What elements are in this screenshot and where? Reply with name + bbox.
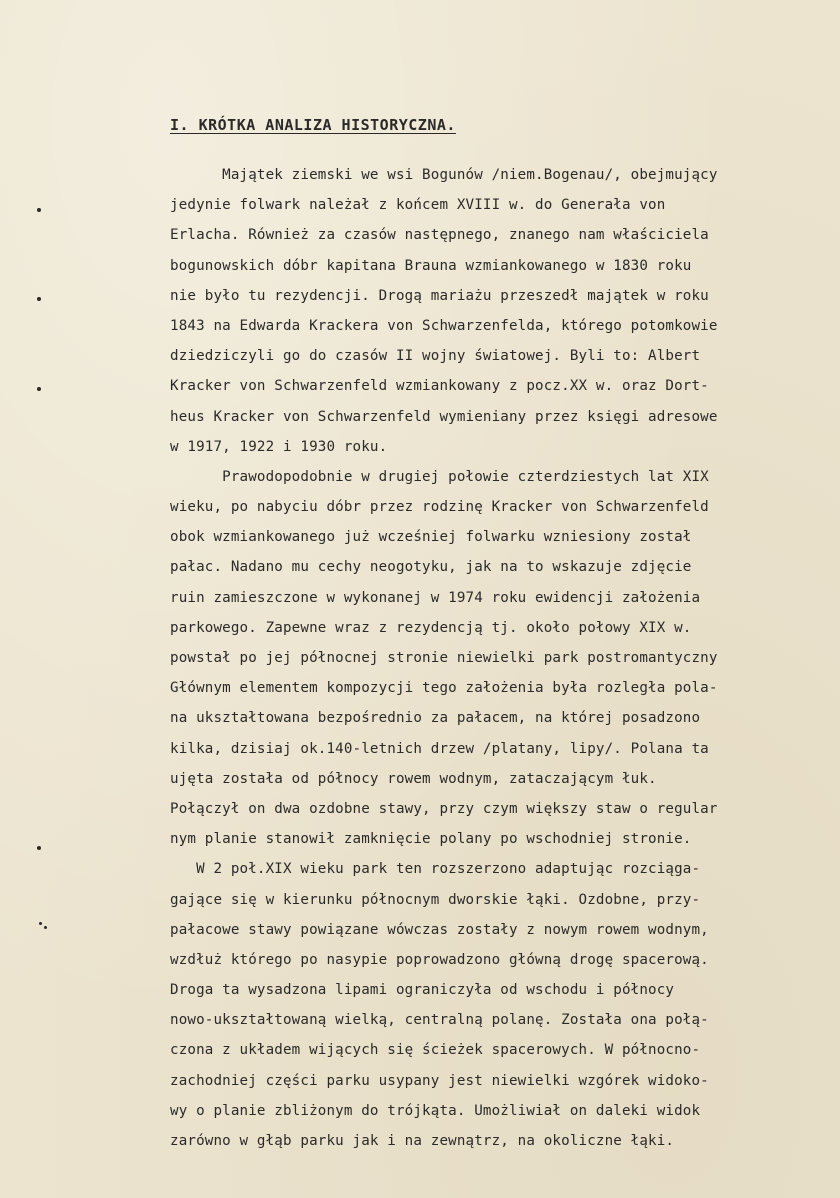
- text-line: bogunowskich dóbr kapitana Brauna wzmiankowanego w 1830 roku: [170, 257, 692, 274]
- margin-mark: [37, 387, 41, 391]
- margin-mark: [37, 208, 41, 212]
- text-line: heus Kracker von Schwarzenfeld wymieniany przez księgi adresowe: [170, 408, 718, 425]
- text-line: Kracker von Schwarzenfeld wzmiankowany z pocz.XX w. oraz Dort-: [170, 378, 709, 395]
- section-heading: I. KRÓTKA ANALIZA HISTORYCZNA.: [170, 116, 456, 134]
- text-line: Głównym elementem kompozycji tego założenia była rozległa pola-: [170, 680, 718, 697]
- text-line: ujęta została od północy rowem wodnym, zataczającym łuk.: [170, 770, 657, 787]
- text-line: czona z układem wijących się ścieżek spacerowych. W północno-: [170, 1042, 701, 1059]
- text-line: gające się w kierunku północnym dworskie łąki. Ozdobne, przy-: [170, 891, 701, 908]
- text-line: Połączył on dwa ozdobne stawy, przy czym większy staw o regular: [170, 800, 718, 817]
- text-line: pałacowe stawy powiązane wówczas zostały z nowym rowem wodnym,: [170, 921, 709, 938]
- text-line: 1843 na Edwarda Krackera von Schwarzenfelda, którego potomkowie: [170, 317, 718, 334]
- text-line: zarówno w głąb parku jak i na zewnątrz, na okoliczne łąki.: [170, 1133, 675, 1149]
- text-line: nym planie stanowił zamknięcie polany po wschodniej stronie.: [170, 831, 692, 848]
- margin-mark: [37, 846, 41, 850]
- text-line: ruin zamieszczone w wykonanej w 1974 roku ewidencji założenia: [170, 589, 701, 606]
- text-line: Majątek ziemski we wsi Bogunów /niem.Bogenau/, obejmujący: [170, 167, 718, 183]
- text-line: nie było tu rezydencji. Drogą mariażu przeszedł majątek w roku: [170, 287, 709, 304]
- text-line: powstał po jej północnej stronie niewielki park postromantyczny: [170, 650, 718, 666]
- margin-mark: [37, 297, 41, 301]
- text-line: Prawodopodobnie w drugiej połowie czterdziestych lat XIX: [170, 468, 709, 485]
- text-line: Droga ta wysadzona lipami ograniczyła od wschodu i północy: [170, 982, 675, 999]
- margin-mark: [44, 926, 47, 929]
- margin-mark: [39, 922, 42, 925]
- text-line: obok wzmiankowanego już wcześniej folwarku wzniesiony został: [170, 529, 692, 546]
- text-line: nowo-ukształtowaną wielką, centralną polanę. Została ona połą-: [170, 1012, 709, 1029]
- text-line: zachodniej części parku usypany jest niewielki wzgórek widoko-: [170, 1072, 709, 1089]
- text-line: wieku, po nabyciu dóbr przez rodzinę Kracker von Schwarzenfeld: [170, 499, 709, 516]
- text-line: pałac. Nadano mu cechy neogotyku, jak na to wskazuje zdjęcie: [170, 559, 692, 576]
- text-line: kilka, dzisiaj ok.140-letnich drzew /platany, lipy/. Polana ta: [170, 740, 709, 757]
- body-text: [170, 160, 820, 1156]
- text-line: wzdłuż którego po nasypie poprowadzono główną drogę spacerową.: [170, 951, 709, 968]
- text-line: jedynie folwark należał z końcem XVIII w. do Generała von: [170, 197, 666, 214]
- text-line: Erlacha. Również za czasów następnego, znanego nam właściciela: [170, 227, 709, 244]
- text-line: na ukształtowana bezpośrednio za pałacem, na której posadzono: [170, 710, 701, 727]
- text-line: dziedziczyli go do czasów II wojny światowej. Byli to: Albert: [170, 348, 701, 365]
- text-line: W 2 poł.XIX wieku park ten rozszerzono adaptując rozciąga-: [170, 861, 701, 878]
- text-line: parkowego. Zapewne wraz z rezydencją tj. około połowy XIX w.: [170, 619, 692, 636]
- text-line: w 1917, 1922 i 1930 roku.: [170, 438, 388, 455]
- text-line: wy o planie zbliżonym do trójkąta. Umożliwiał on daleki widok: [170, 1102, 701, 1119]
